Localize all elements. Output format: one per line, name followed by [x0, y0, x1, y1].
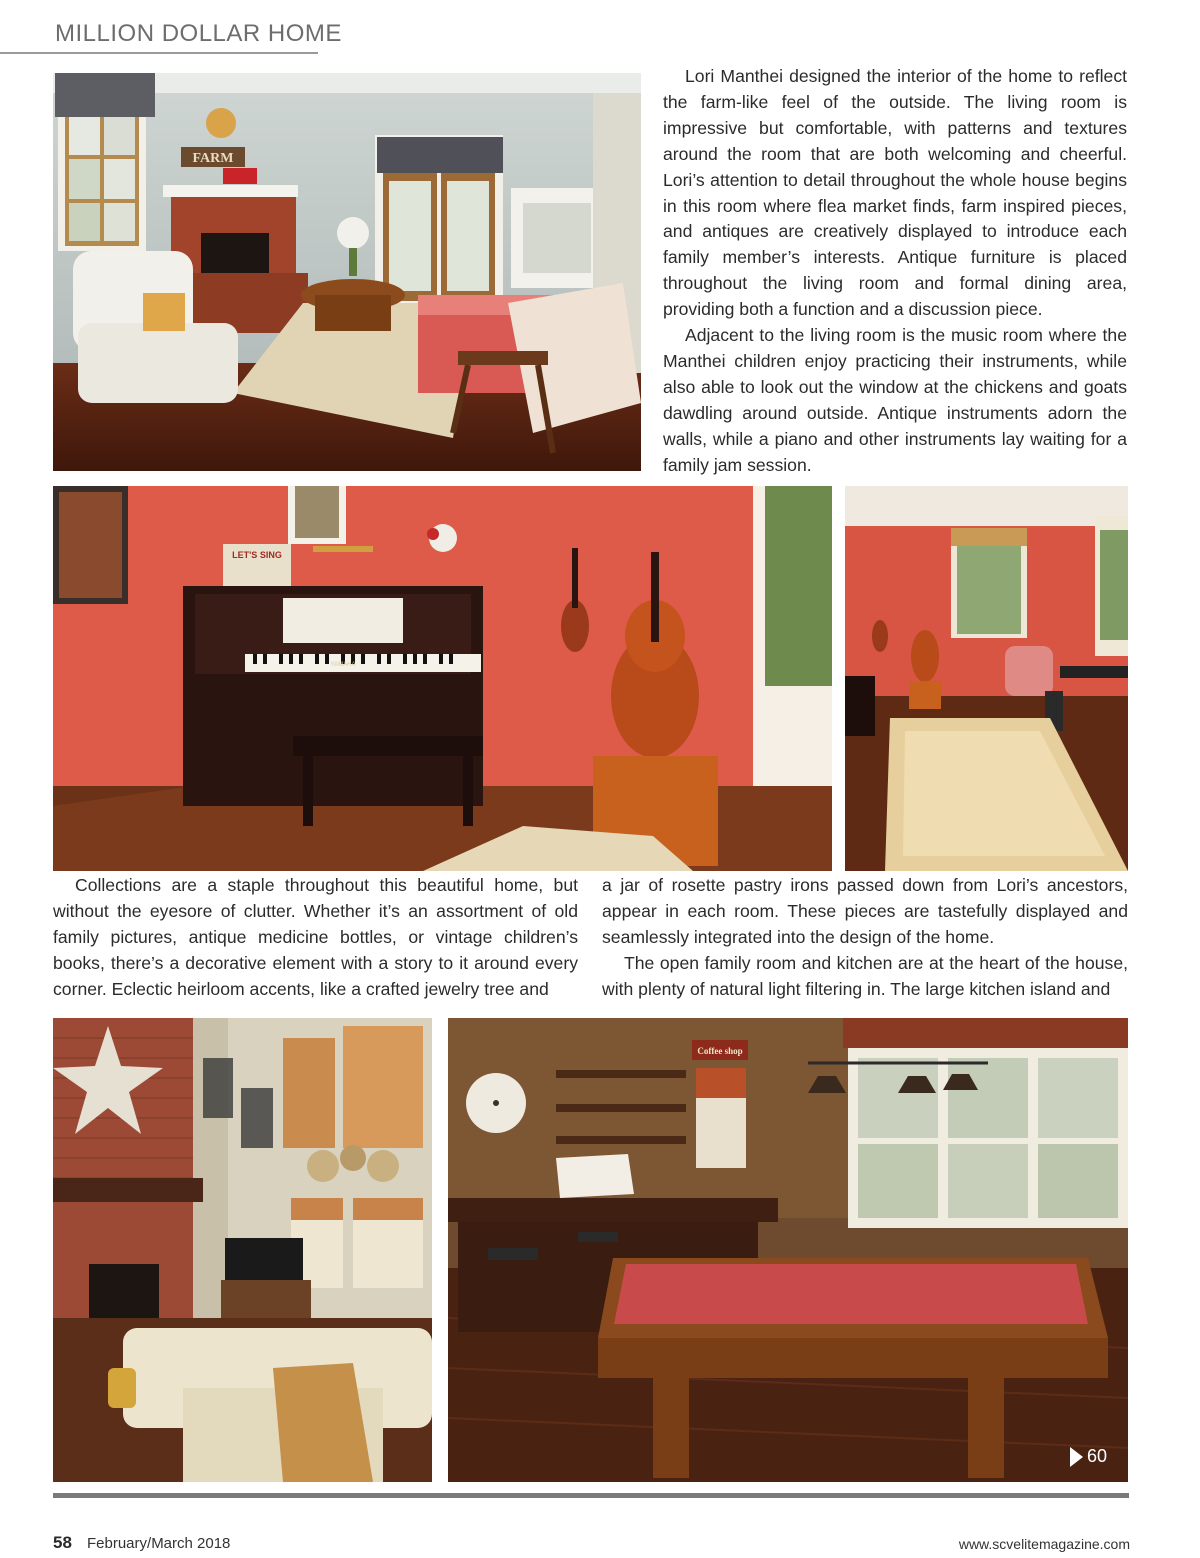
music-room-wide-illustration [845, 486, 1128, 871]
header-rule [0, 52, 318, 54]
game-room-illustration [448, 1018, 1128, 1482]
piano-brand-text: YAMAHA [330, 662, 356, 668]
music-room-wide-photo [845, 486, 1128, 871]
music-room-illustration [53, 486, 832, 871]
section-title: MILLION DOLLAR HOME [55, 20, 342, 47]
coffee-shop-sign-text: Coffee shop [697, 1046, 743, 1056]
paragraph-music-room: Adjacent to the living room is the music room where the Manthei children enjoy practicing their instruments, while also able to look out the window at the chickens and goats dawdling around outside. Antique instruments adorn the walls, while a piano and other instruments lay waiting for a family jam session. [663, 325, 1127, 475]
game-room-photo [448, 1018, 1128, 1482]
family-room-illustration [53, 1018, 432, 1482]
paragraph-family-room: The open family room and kitchen are at the heart of the house, with plenty of natural light filtering in. The large kitchen island and [602, 952, 1128, 999]
paragraph-living-room: Lori Manthei designed the interior of the home to reflect the farm-like feel of the outside. The living room is impressive but comfortable, with patterns and textures around the room that are both welcoming and cheerful. Lori’s attention to detail throughout the whole house begins in this room where flea market finds, farm inspired pieces, and antiques are creatively displayed to introduce each family member’s interests. Antique furniture is placed throughout the living room and formal dining area, providing both a function and a discussion piece. [663, 66, 1127, 320]
lets-sing-sign-text: LET'S SING [232, 550, 282, 560]
play-arrow-icon [1070, 1447, 1083, 1467]
continued-on-page[interactable] [1070, 1446, 1107, 1467]
issue-date: February/March 2018 [87, 1535, 231, 1552]
farm-sign-text: FARM [192, 151, 234, 166]
page-number: 58 [53, 1533, 72, 1552]
living-room-photo [53, 73, 641, 471]
paragraph-collections: Collections are a staple throughout this beautiful home, but without the eyesore of clutter. Whether it’s an assortment of old family pictures, antique medicine bottles, or vintage children’s books, there’s a decorative element with a story to it around every corner. Eclectic heirloom accents, like a crafted jewelry tree and [53, 875, 578, 999]
continued-page-number: 60 [1087, 1446, 1108, 1466]
family-room-photo [53, 1018, 432, 1482]
article-column-lower-right [602, 873, 1128, 1003]
footer-rule [53, 1493, 1129, 1498]
article-column-lower-left [53, 873, 578, 1003]
paragraph-heirlooms: a jar of rosette pastry irons passed down from Lori’s ancestors, appear in each room. These pieces are tastefully displayed and seamlessly integrated into the design of the home. [602, 875, 1128, 947]
website-link[interactable]: www.scvelitemagazine.com [958, 1536, 1130, 1552]
living-room-illustration [53, 73, 641, 471]
music-room-piano-photo [53, 486, 832, 871]
article-column-upper [663, 64, 1127, 479]
